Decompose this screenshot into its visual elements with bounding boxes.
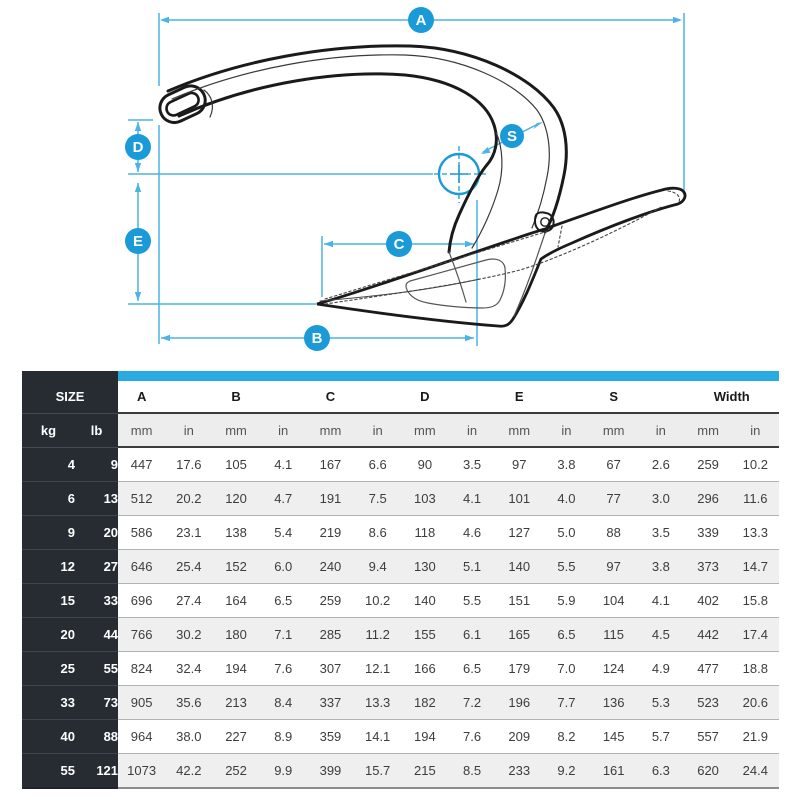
size-kg: 20 [22,618,75,652]
cell-s-in: 4.5 [637,618,684,652]
size-lb: 73 [75,686,118,720]
fluke-outline [317,188,685,326]
cell-width-mm: 373 [684,550,731,584]
cell-c-mm: 399 [307,754,354,789]
table-row-12kg [22,550,779,584]
cell-d-in: 4.6 [448,516,495,550]
size-kg: 15 [22,584,75,618]
cell-width-in: 14.7 [732,550,779,584]
cell-s-mm: 115 [590,618,637,652]
unit-header-b-in: in [260,413,307,447]
size-lb: 55 [75,652,118,686]
cell-a-mm: 766 [118,618,165,652]
size-kg: 6 [22,482,75,516]
cell-d-mm: 118 [401,516,448,550]
cell-s-mm: 77 [590,482,637,516]
table-row-33kg [22,686,779,720]
cell-e-in: 8.2 [543,720,590,754]
cell-c-in: 14.1 [354,720,401,754]
size-kg: 55 [22,754,75,789]
cell-c-in: 13.3 [354,686,401,720]
cell-a-in: 17.6 [165,447,212,482]
cell-s-mm: 104 [590,584,637,618]
unit-header-d-in: in [448,413,495,447]
weight-unit-header-kg: kg [22,413,75,447]
size-lb: 44 [75,618,118,652]
cell-b-in: 5.4 [260,516,307,550]
cell-c-in: 9.4 [354,550,401,584]
table-row-15kg [22,584,779,618]
cell-b-mm: 152 [212,550,259,584]
cell-e-mm: 140 [496,550,543,584]
cell-a-mm: 696 [118,584,165,618]
cell-s-in: 4.1 [637,584,684,618]
cell-d-mm: 103 [401,482,448,516]
svg-text:C: C [393,236,405,254]
cell-s-in: 5.7 [637,720,684,754]
cell-d-in: 7.6 [448,720,495,754]
cell-s-mm: 97 [590,550,637,584]
cell-width-mm: 296 [684,482,731,516]
size-kg: 33 [22,686,75,720]
cell-d-in: 3.5 [448,447,495,482]
cell-width-mm: 523 [684,686,731,720]
column-header-row [22,376,779,413]
size-lb: 9 [75,447,118,482]
cell-a-in: 20.2 [165,482,212,516]
svg-text:D: D [132,139,144,157]
cell-b-in: 6.0 [260,550,307,584]
dim-label-S [500,124,524,148]
cell-e-in: 5.0 [543,516,590,550]
cell-c-mm: 191 [307,482,354,516]
cell-d-mm: 215 [401,754,448,789]
table-row-40kg [22,720,779,754]
cell-d-in: 4.1 [448,482,495,516]
cell-e-mm: 196 [496,686,543,720]
unit-header-c-in: in [354,413,401,447]
table-row-6kg [22,482,779,516]
cell-b-mm: 120 [212,482,259,516]
cell-a-mm: 586 [118,516,165,550]
dim-label-C [386,231,412,257]
units-header-row [22,413,779,447]
col-header-c: C [307,376,354,413]
cell-a-mm: 512 [118,482,165,516]
table-row-4kg [22,447,779,482]
cell-e-mm: 165 [496,618,543,652]
cell-width-mm: 442 [684,618,731,652]
cell-b-mm: 213 [212,686,259,720]
cell-s-mm: 145 [590,720,637,754]
cell-a-mm: 1073 [118,754,165,789]
cell-e-mm: 151 [496,584,543,618]
cell-e-mm: 127 [496,516,543,550]
cell-b-in: 6.5 [260,584,307,618]
col-header-s: S [590,376,637,413]
anchor-dimension-diagram [0,0,800,365]
cell-e-in: 3.8 [543,447,590,482]
cell-width-in: 20.6 [732,686,779,720]
cell-s-mm: 161 [590,754,637,789]
cell-e-mm: 209 [496,720,543,754]
cell-d-mm: 130 [401,550,448,584]
cell-s-in: 3.5 [637,516,684,550]
cell-a-in: 38.0 [165,720,212,754]
cell-width-in: 15.8 [732,584,779,618]
cell-b-mm: 194 [212,652,259,686]
cell-c-in: 15.7 [354,754,401,789]
weight-unit-header-lb: lb [75,413,118,447]
size-header: SIZE [22,376,118,413]
cell-a-in: 35.6 [165,686,212,720]
cell-width-in: 17.4 [732,618,779,652]
cell-c-mm: 240 [307,550,354,584]
cell-a-in: 27.4 [165,584,212,618]
dim-label-E [125,228,151,254]
cell-b-mm: 138 [212,516,259,550]
size-kg: 12 [22,550,75,584]
cell-width-mm: 402 [684,584,731,618]
dimension-lines [128,13,684,346]
cell-width-mm: 557 [684,720,731,754]
size-kg: 4 [22,447,75,482]
col-header-b: B [212,376,259,413]
size-lb: 121 [75,754,118,789]
cell-b-in: 4.1 [260,447,307,482]
cell-width-mm: 620 [684,754,731,789]
cell-d-in: 8.5 [448,754,495,789]
cell-d-in: 5.1 [448,550,495,584]
cell-width-mm: 339 [684,516,731,550]
cell-c-mm: 337 [307,686,354,720]
cell-c-in: 12.1 [354,652,401,686]
unit-header-a-in: in [165,413,212,447]
size-kg: 9 [22,516,75,550]
cell-b-mm: 252 [212,754,259,789]
dim-label-D [125,134,151,160]
unit-header-b-mm: mm [212,413,259,447]
cell-e-in: 5.9 [543,584,590,618]
cell-width-in: 21.9 [732,720,779,754]
cell-a-mm: 646 [118,550,165,584]
size-lb: 27 [75,550,118,584]
unit-header-d-mm: mm [401,413,448,447]
cell-e-mm: 101 [496,482,543,516]
cell-e-mm: 233 [496,754,543,789]
cell-e-in: 9.2 [543,754,590,789]
unit-header-width-in: in [732,413,779,447]
size-kg: 25 [22,652,75,686]
cell-c-mm: 259 [307,584,354,618]
size-kg: 40 [22,720,75,754]
svg-text:A: A [415,12,427,30]
cell-width-in: 10.2 [732,447,779,482]
cell-d-in: 5.5 [448,584,495,618]
unit-header-s-mm: mm [590,413,637,447]
cell-d-mm: 166 [401,652,448,686]
table-row-25kg [22,652,779,686]
cell-e-in: 5.5 [543,550,590,584]
cell-d-in: 6.5 [448,652,495,686]
cell-c-in: 8.6 [354,516,401,550]
cell-a-mm: 824 [118,652,165,686]
cell-c-in: 11.2 [354,618,401,652]
cell-d-mm: 182 [401,686,448,720]
size-lb: 33 [75,584,118,618]
cell-e-in: 7.7 [543,686,590,720]
cell-width-in: 24.4 [732,754,779,789]
cell-e-in: 4.0 [543,482,590,516]
size-lb: 13 [75,482,118,516]
col-header-e: E [496,376,543,413]
cell-b-in: 8.9 [260,720,307,754]
cell-b-mm: 227 [212,720,259,754]
cell-a-mm: 447 [118,447,165,482]
cell-a-in: 23.1 [165,516,212,550]
cell-c-mm: 167 [307,447,354,482]
cell-a-in: 25.4 [165,550,212,584]
cell-e-in: 7.0 [543,652,590,686]
cell-a-mm: 964 [118,720,165,754]
col-header-spacer [165,376,212,413]
cell-e-in: 6.5 [543,618,590,652]
col-header-spacer [354,376,401,413]
cell-s-in: 3.8 [637,550,684,584]
cell-s-mm: 136 [590,686,637,720]
unit-header-width-mm: mm [684,413,731,447]
col-header-spacer [637,376,684,413]
unit-header-e-mm: mm [496,413,543,447]
cell-b-in: 7.6 [260,652,307,686]
cell-width-mm: 477 [684,652,731,686]
cell-s-in: 6.3 [637,754,684,789]
svg-text:S: S [506,128,518,146]
cell-b-mm: 105 [212,447,259,482]
cell-s-mm: 88 [590,516,637,550]
col-header-spacer [260,376,307,413]
table-row-20kg [22,618,779,652]
cell-d-in: 7.2 [448,686,495,720]
cell-e-mm: 179 [496,652,543,686]
cell-c-in: 6.6 [354,447,401,482]
shank-hole-marker [434,146,486,203]
cell-b-in: 4.7 [260,482,307,516]
cell-c-mm: 307 [307,652,354,686]
unit-header-e-in: in [543,413,590,447]
cell-c-in: 10.2 [354,584,401,618]
col-header-width: Width [684,376,779,413]
cell-s-mm: 67 [590,447,637,482]
col-header-spacer [448,376,495,413]
cell-b-in: 7.1 [260,618,307,652]
cell-b-mm: 180 [212,618,259,652]
cell-d-in: 6.1 [448,618,495,652]
cell-b-in: 8.4 [260,686,307,720]
table-row-9kg [22,516,779,550]
cell-e-mm: 97 [496,447,543,482]
table-body [22,447,779,788]
cell-d-mm: 155 [401,618,448,652]
dimensions-table [22,371,779,789]
unit-header-a-mm: mm [118,413,165,447]
svg-text:E: E [132,233,144,251]
table-row-55kg [22,754,779,789]
unit-header-c-mm: mm [307,413,354,447]
cell-a-mm: 905 [118,686,165,720]
cell-c-mm: 285 [307,618,354,652]
cell-width-mm: 259 [684,447,731,482]
cell-b-in: 9.9 [260,754,307,789]
cell-s-in: 2.6 [637,447,684,482]
cell-width-in: 13.3 [732,516,779,550]
size-lb: 88 [75,720,118,754]
cell-a-in: 30.2 [165,618,212,652]
col-header-d: D [401,376,448,413]
cell-d-mm: 194 [401,720,448,754]
cell-c-mm: 359 [307,720,354,754]
cell-s-in: 4.9 [637,652,684,686]
unit-header-s-in: in [637,413,684,447]
svg-text:B: B [311,330,323,348]
col-header-spacer [543,376,590,413]
anchor-outline [155,46,685,326]
cell-b-mm: 164 [212,584,259,618]
cell-a-in: 42.2 [165,754,212,789]
col-header-a: A [118,376,165,413]
cell-width-in: 18.8 [732,652,779,686]
cell-d-mm: 90 [401,447,448,482]
dim-label-B [304,325,330,351]
size-lb: 20 [75,516,118,550]
cell-c-in: 7.5 [354,482,401,516]
cell-a-in: 32.4 [165,652,212,686]
cell-s-in: 5.3 [637,686,684,720]
cell-width-in: 11.6 [732,482,779,516]
cell-s-mm: 124 [590,652,637,686]
dim-label-A [408,7,434,33]
cell-c-mm: 219 [307,516,354,550]
cell-s-in: 3.0 [637,482,684,516]
cell-d-mm: 140 [401,584,448,618]
